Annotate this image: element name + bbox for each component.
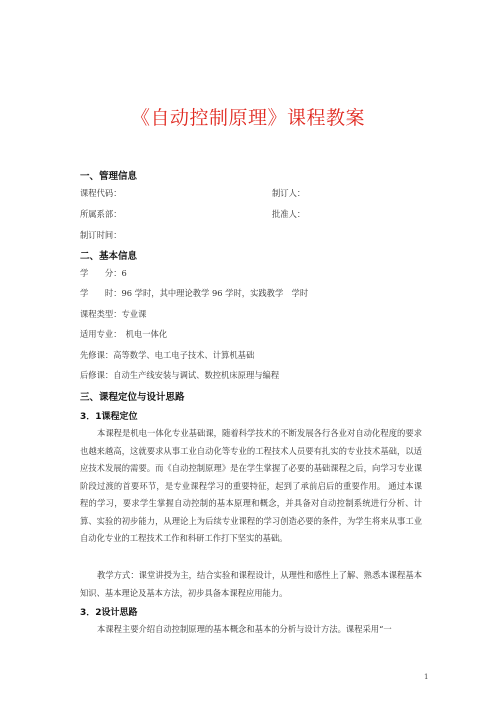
hours-line: 学 时：96 学时，其中理论教学 96 学时，实践教学 学时 [80,288,309,298]
maker-label: 制订人： [272,188,306,198]
followup-line: 后修课：自动生产线安装与调试、数控机床原理与编程 [80,370,280,380]
department-label: 所属系部： [80,209,122,219]
teaching-method-paragraph: 教学方式：课堂讲授为主，结合实验和课程设计，从理性和感性上了解、熟悉本课程基本知识、基本理论及基本方法，初步具备本课程应用能力。 [80,570,422,598]
course-code-label: 课程代码： [80,188,122,198]
major-line: 适用专业： 机电一体化 [80,329,168,339]
credits-line: 学 分：6 [80,268,127,278]
approver-label: 批准人： [272,209,306,219]
prerequisite-line: 先修课：高等数学、电工电子技术、计算机基础 [80,350,255,360]
design-paragraph: 本课程主要介绍自动控制原理的基本概念和基本的分析与设计方法。课程采用“一 [97,624,392,634]
page-number: 1 [424,673,429,681]
course-type-line: 课程类型：专业课 [80,309,147,319]
section-heading-positioning: 三、课程定位与设计思路 [80,392,185,403]
section-heading-basic: 二、基本信息 [80,251,138,262]
positioning-paragraph: 本课程是机电一体化专业基础课，随着科学技术的不断发展各行各业对自动化程度的要求也越来越高，这就要求从事工业自动化等专业的工程技术人员要有扎实的专业技术基础，以适应技术发展的需要。而《自动控制原理》是在学生掌握了必要的基础课程之后，向学习专业课阶段过渡的首要环节，是专业课程学习的重要特征，起到了承前启后的重要作用。 通过本课程的学习，要求学生掌握自动控制的基本原理和概念，并具备对自动控制系统进行分析、计算、实验的初步能力，从理论上为后续专业课程的学习创造必要的条件，为学生将来从事工业自动化专业的工程技术工作和科研工作打下坚实的基础。 [80,428,422,543]
section-heading-management: 一、管理信息 [80,171,138,182]
document-title: 《自动控制原理》课程教案 [130,107,365,129]
subsection-heading-design: 3．2设计思路 [80,608,138,618]
subsection-heading-positioning: 3．1课程定位 [80,412,138,422]
date-label: 制订时间： [80,230,122,240]
